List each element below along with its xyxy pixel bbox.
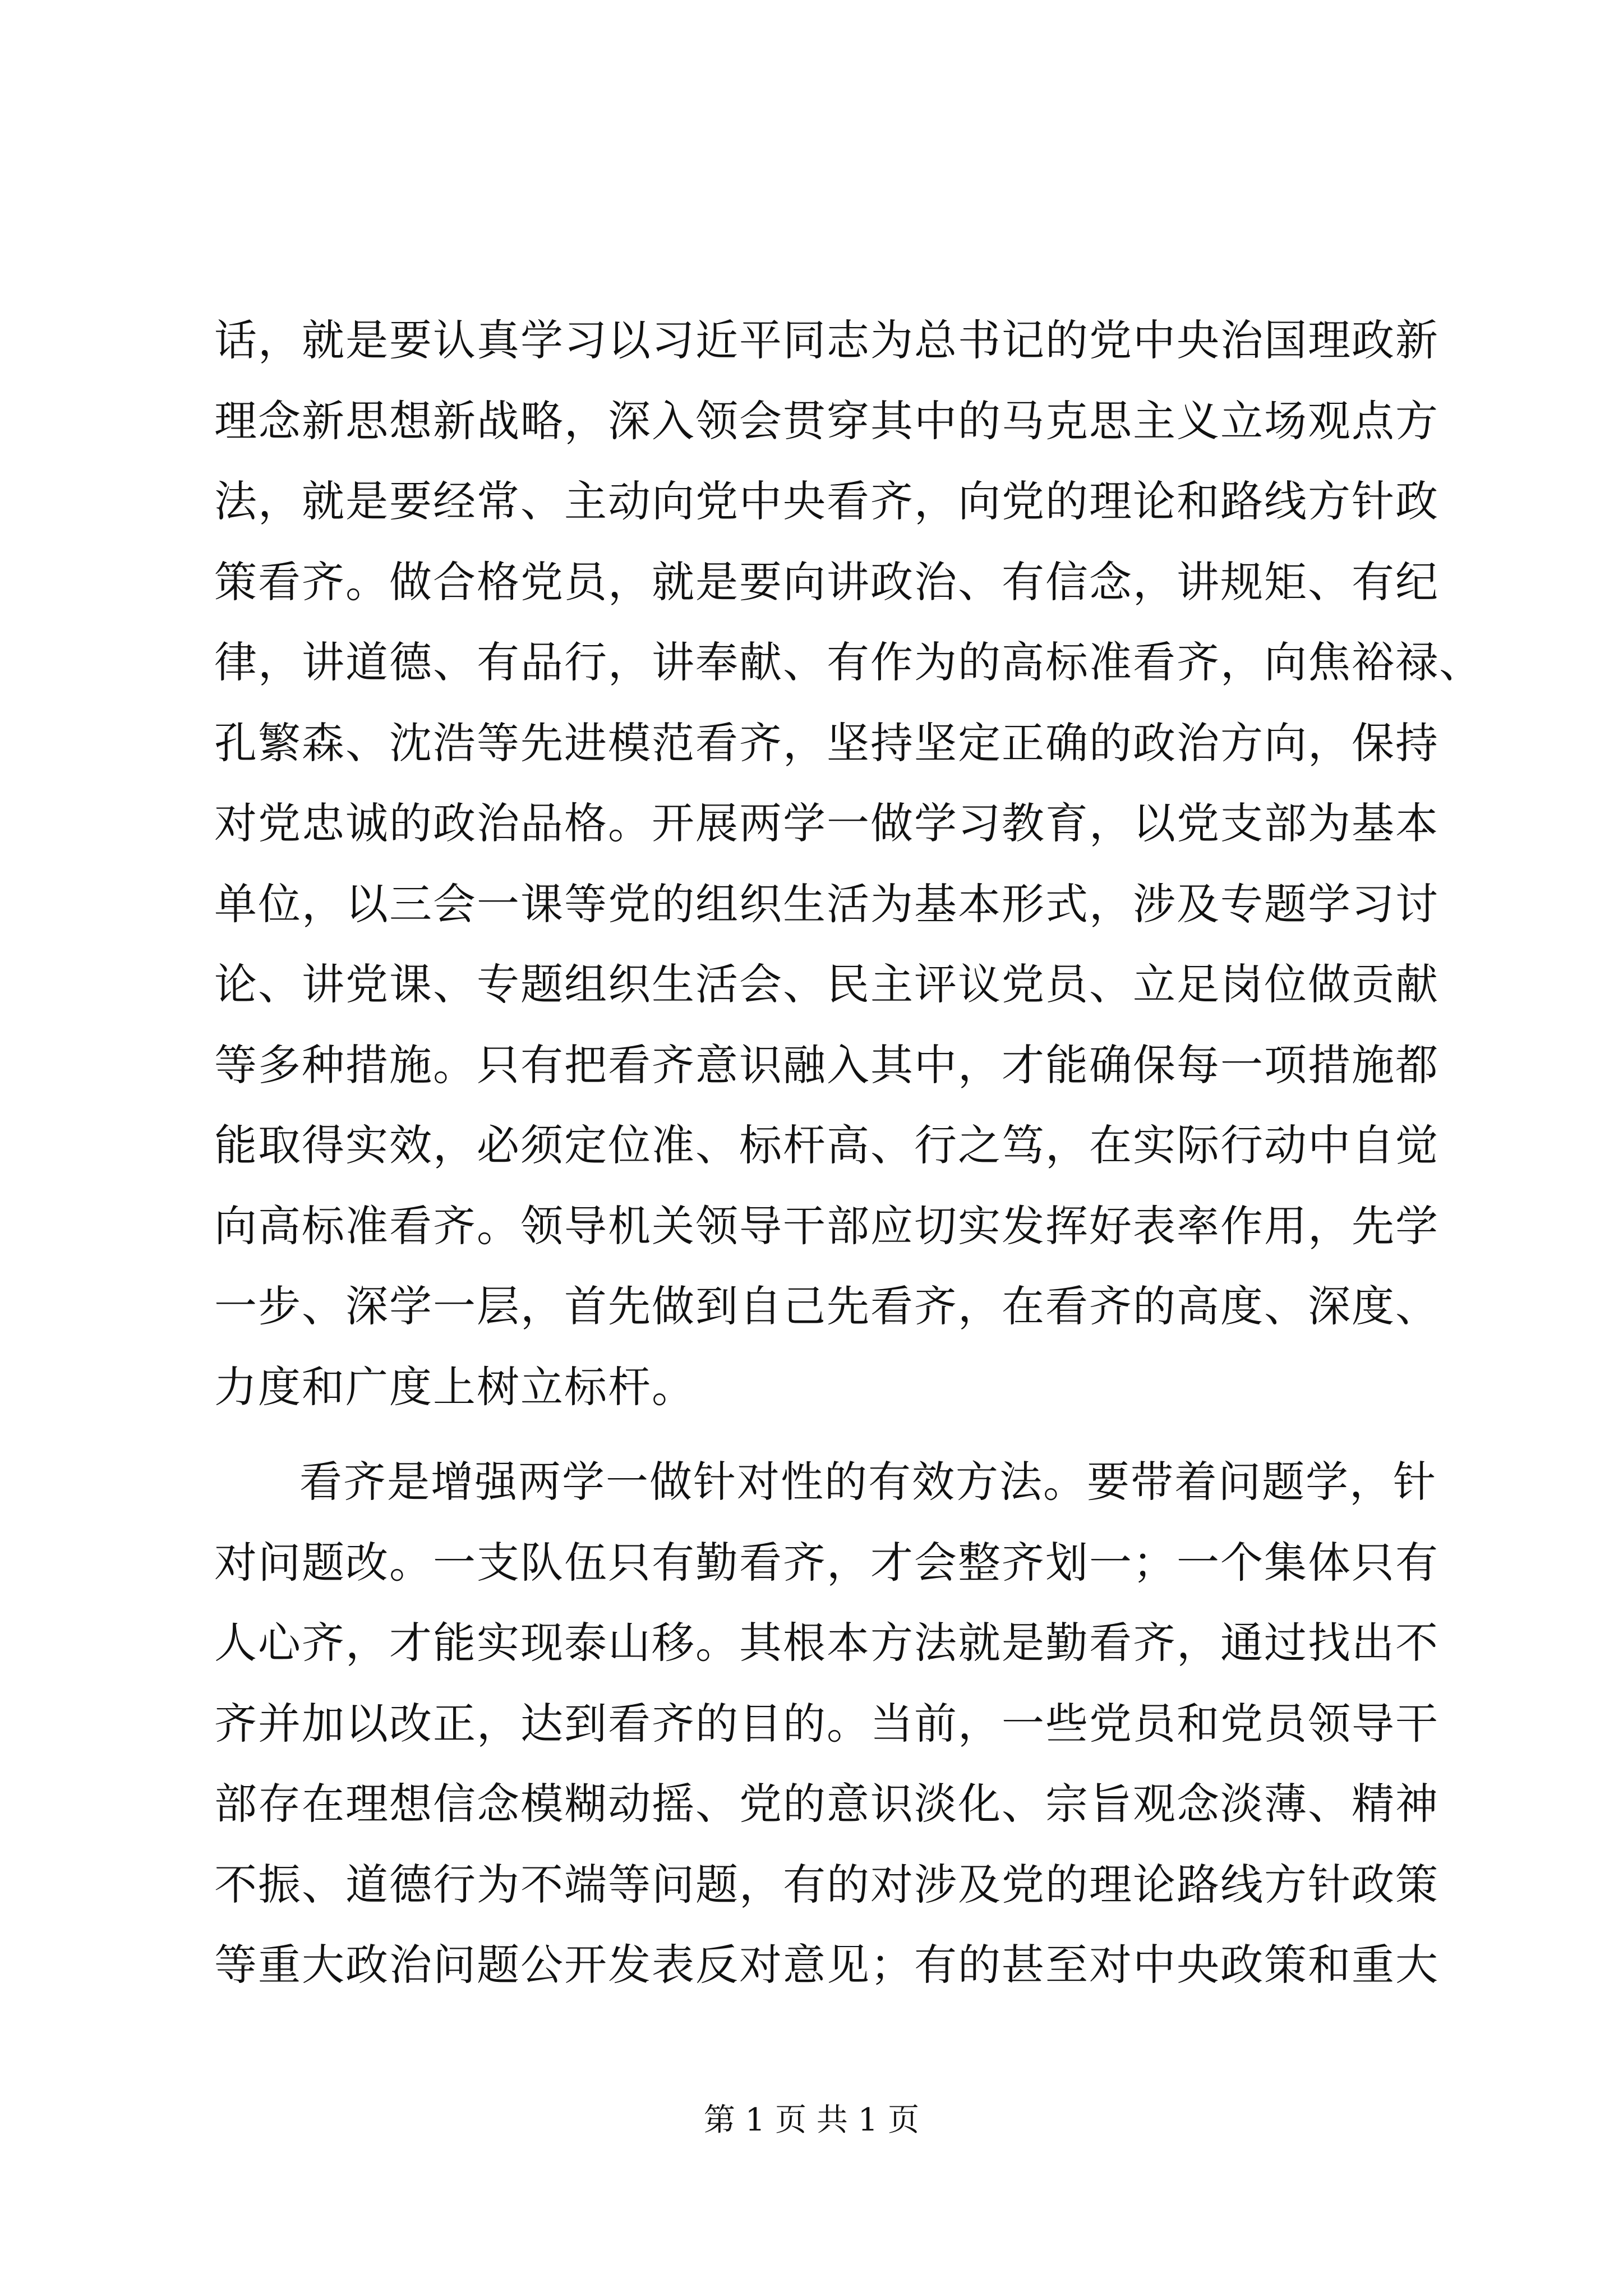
text-line: 看齐是增强两学一做针对性的有效方法。要带着问题学，针 (299, 1457, 1437, 1507)
text-line: 理念新思想新战略，深入领会贯穿其中的马克思主义立场观点方 (214, 395, 1439, 446)
text-line: 策看齐。做合格党员，就是要向讲政治、有信念，讲规矩、有纪 (214, 556, 1439, 607)
text-line: 齐并加以改正，达到看齐的目的。当前，一些党员和党员领导干 (214, 1698, 1439, 1749)
text-line: 部存在理想信念模糊动摇、党的意识淡化、宗旨观念淡薄、精神 (214, 1779, 1439, 1829)
text-line: 等多种措施。只有把看齐意识融入其中，才能确保每一项措施都 (214, 1039, 1439, 1090)
text-line: 对党忠诚的政治品格。开展两学一做学习教育，以党支部为基本 (214, 798, 1439, 848)
text-line: 人心齐，才能实现泰山移。其根本方法就是勤看齐，通过找出不 (214, 1618, 1439, 1668)
text-line: 论、讲党课、专题组织生活会、民主评议党员、立足岗位做贡献 (214, 959, 1439, 1009)
page-number-label: 第 1 页 共 1 页 (703, 2102, 920, 2138)
document-body (214, 300, 1483, 2005)
text-line: 力度和广度上树立标杆。 (214, 1361, 695, 1412)
text-line: 法，就是要经常、主动向党中央看齐，向党的理论和路线方针政 (214, 476, 1439, 526)
text-line: 话，就是要认真学习以习近平同志为总书记的党中央治国理政新 (214, 315, 1439, 365)
text-line: 等重大政治问题公开发表反对意见；有的甚至对中央政策和重大 (214, 1940, 1439, 1990)
text-line: 向高标准看齐。领导机关领导干部应切实发挥好表率作用，先学 (214, 1200, 1439, 1251)
text-line: 单位，以三会一课等党的组织生活为基本形式，涉及专题学习讨 (214, 878, 1439, 929)
page-footer (0, 2098, 1623, 2143)
text-line: 孔繁森、沈浩等先进模范看齐，坚持坚定正确的政治方向，保持 (214, 717, 1439, 768)
text-line: 不振、道德行为不端等问题，有的对涉及党的理论路线方针政策 (214, 1859, 1439, 1910)
paragraph-gap (214, 1427, 1420, 1442)
text-line: 对问题改。一支队伍只有勤看齐，才会整齐划一；一个集体只有 (214, 1537, 1439, 1588)
text-line: 能取得实效，必须定位准、标杆高、行之笃，在实际行动中自觉 (214, 1120, 1439, 1170)
text-line: 律，讲道德、有品行，讲奉献、有作为的高标准看齐，向焦裕禄、 (214, 637, 1483, 687)
text-line: 一步、深学一层，首先做到自己先看齐，在看齐的高度、深度、 (214, 1281, 1439, 1331)
